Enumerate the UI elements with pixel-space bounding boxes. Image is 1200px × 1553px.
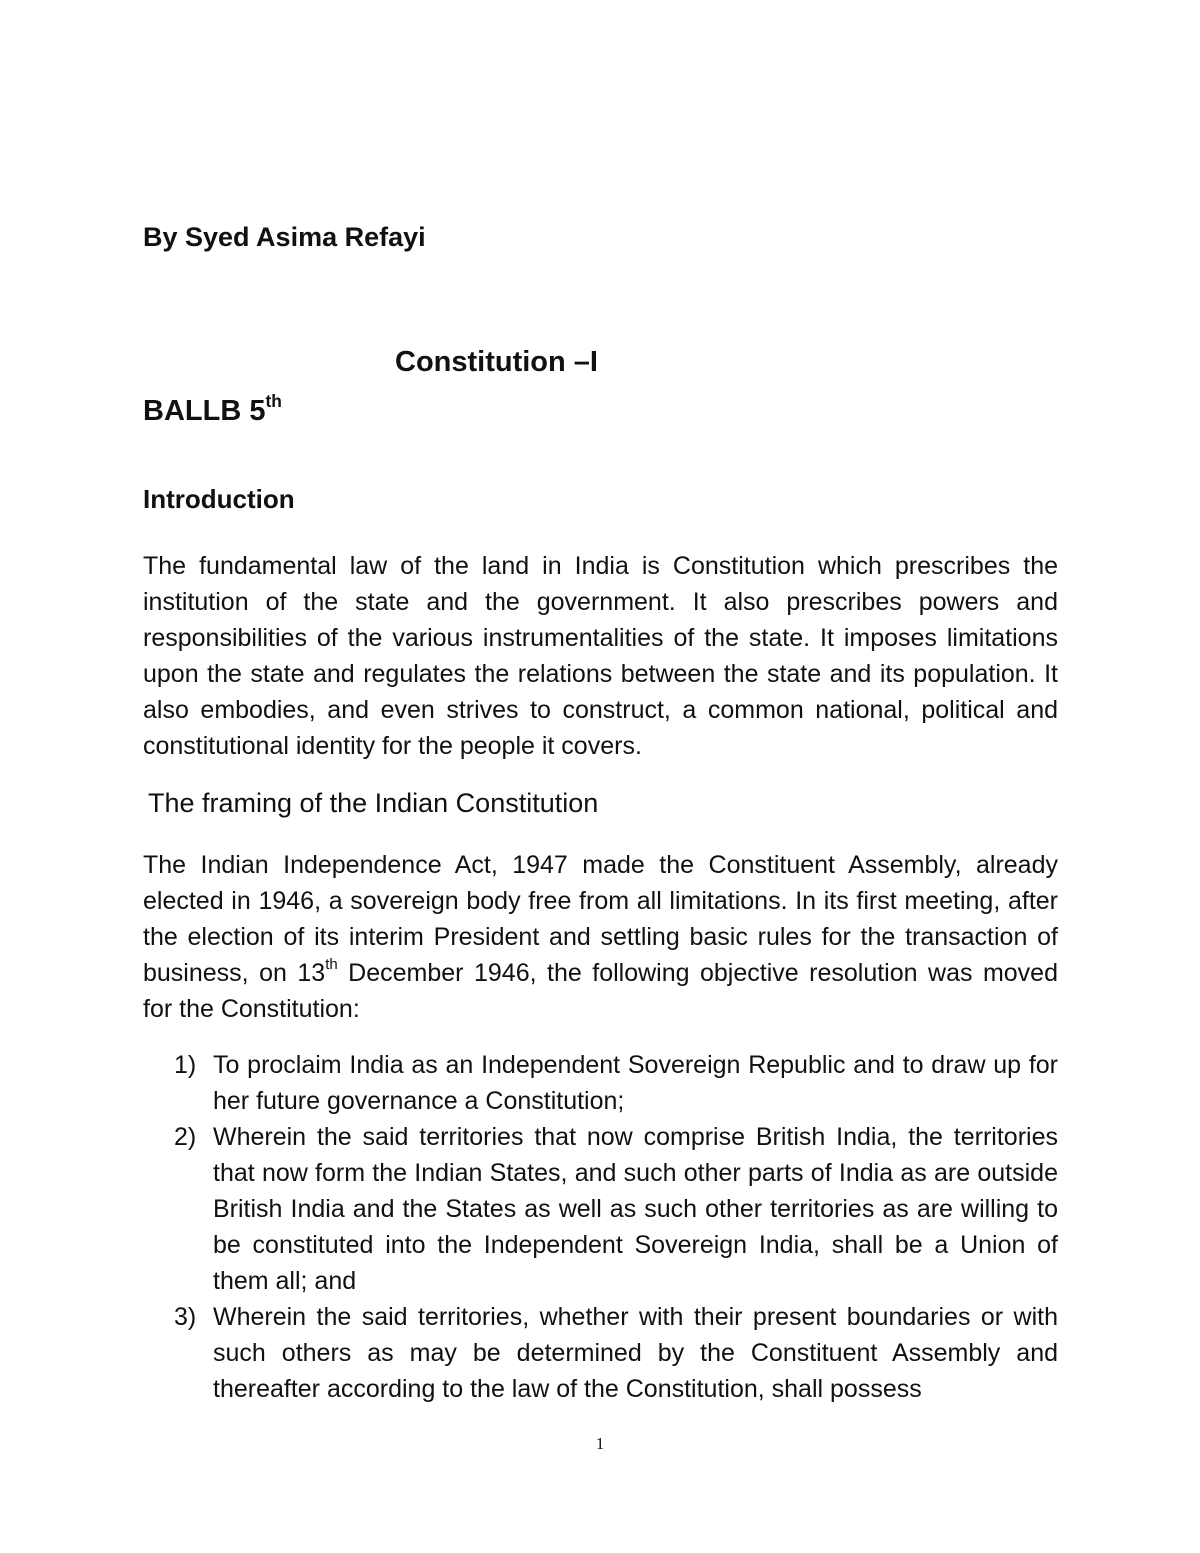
list-item	[143, 1119, 1058, 1299]
list-item-number: 3)	[174, 1303, 197, 1331]
author-line: By Syed Asima Refayi	[143, 222, 426, 252]
list-item-number: 2)	[174, 1123, 197, 1151]
list-item-text: To proclaim India as an Independent Sovereign Republic and to draw up for her future governance a Constitution;	[213, 1051, 1058, 1115]
course-label	[143, 390, 282, 428]
list-item-text: Wherein the said territories that now comprise British India, the territories that now form the Indian States, and such other parts of India as are outside British India and the States as well as such other territories as are willing to be constituted into the Independent Sovereign India, shall be a Union of them all; and	[213, 1123, 1058, 1295]
framing-date-superscript: th	[325, 956, 338, 974]
framing-paragraph	[143, 847, 1058, 1027]
list-item-text: Wherein the said territories, whether with their present boundaries or with such others as may be determined by the Constituent Assembly and thereafter according to the law of the Constitution, shall possess	[213, 1303, 1058, 1403]
framing-heading: The framing of the Indian Constitution	[148, 788, 599, 818]
resolution-list	[143, 1047, 1058, 1407]
introduction-paragraph: The fundamental law of the land in India is Constitution which prescribes the institution of the state and the government. It also prescribes powers and responsibilities of the various instrumentalities of the state. It imposes limitations upon the state and regulates the relations between the state and its population. It also embodies, and even strives to construct, a common national, political and constitutional identity for the people it covers.	[143, 552, 1058, 760]
framing-text-part-1: The Indian Independence Act, 1947 made the Constituent Assembly, already elected in 1946, a sovereign body free from all limitations. In its first meeting, after the election of its interim President and settling basic rules for the transaction of business, on 13	[143, 851, 1058, 987]
course-superscript: th	[265, 390, 282, 411]
list-item	[143, 1299, 1058, 1407]
list-item-number: 1)	[174, 1051, 197, 1079]
document-title: Constitution –I	[395, 346, 598, 378]
framing-text-part-2: December 1946, the following objective resolution was moved for the Constitution:	[143, 959, 1058, 1023]
course-name: BALLB 5	[143, 395, 266, 427]
page-number: 1	[595, 1434, 605, 1453]
list-item	[143, 1047, 1058, 1119]
introduction-heading: Introduction	[143, 484, 295, 514]
